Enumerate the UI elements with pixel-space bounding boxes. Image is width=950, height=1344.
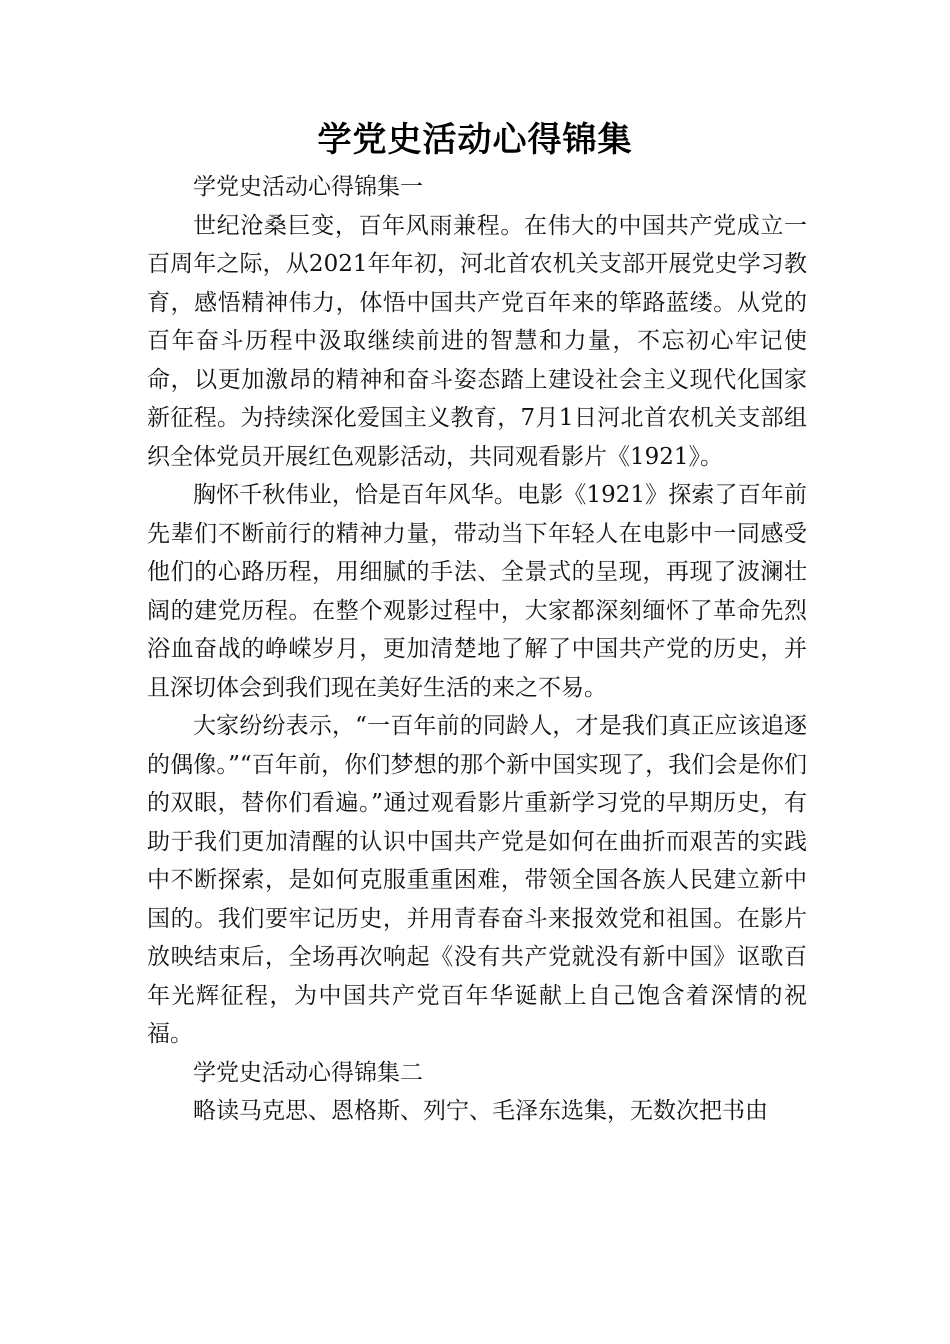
- paragraph: 胸怀千秋伟业，恰是百年风华。电影《1921》探索了百年前先辈们不断前行的精神力量，带动当下年轻人在电影中一同感受他们的心路历程，用细腻的手法、全景式的呈现，再现了波澜壮阔的建党历程。在整个观影过程中，大家都深刻缅怀了革命先烈浴血奋战的峥嵘岁月，更加清楚地了解了中国共产党的历史，并且深切体会到我们现在美好生活的来之不易。: [147, 482, 807, 701]
- section-heading-1: 学党史活动心得锦集一: [193, 174, 423, 200]
- paragraph: 世纪沧桑巨变，百年风雨兼程。在伟大的中国共产党成立一百周年之际，从2021年年初，河北首农机关支部开展党史学习教育，感悟精神伟力，体悟中国共产党百年来的筚路蓝缕。从党的百年奋斗历程中汲取继续前进的智慧和力量，不忘初心牢记使命，以更加激昂的精神和奋斗姿态踏上建设社会主义现代化国家新征程。为持续深化爱国主义教育，7月1日河北首农机关支部组织全体党员开展红色观影活动，共同观看影片《1921》。: [147, 212, 807, 470]
- paragraph: 略读马克思、恩格斯、列宁、毛泽东选集，无数次把书由: [193, 1098, 768, 1124]
- section-heading-2: 学党史活动心得锦集二: [193, 1059, 423, 1086]
- paragraph: 大家纷纷表示，“一百年前的同龄人，才是我们真正应该追逐的偶像。”“百年前，你们梦想的那个新中国实现了，我们会是你们的双眼，替你们看遍。”通过观看影片重新学习党的早期历史，有助于我们更加清醒的认识中国共产党是如何在曲折而艰苦的实践中不断探索，是如何克服重重困难，带领全国各族人民建立新中国的。我们要牢记历史，并用青春奋斗来报效党和祖国。在影片放映结束后，全场再次响起《没有共产党就没有新中国》讴歌百年光辉征程，为中国共产党百年华诞献上自己饱含着深情的祝福。: [147, 713, 807, 1047]
- document-title: 学党史活动心得锦集: [317, 120, 633, 160]
- document-body: [147, 168, 807, 1131]
